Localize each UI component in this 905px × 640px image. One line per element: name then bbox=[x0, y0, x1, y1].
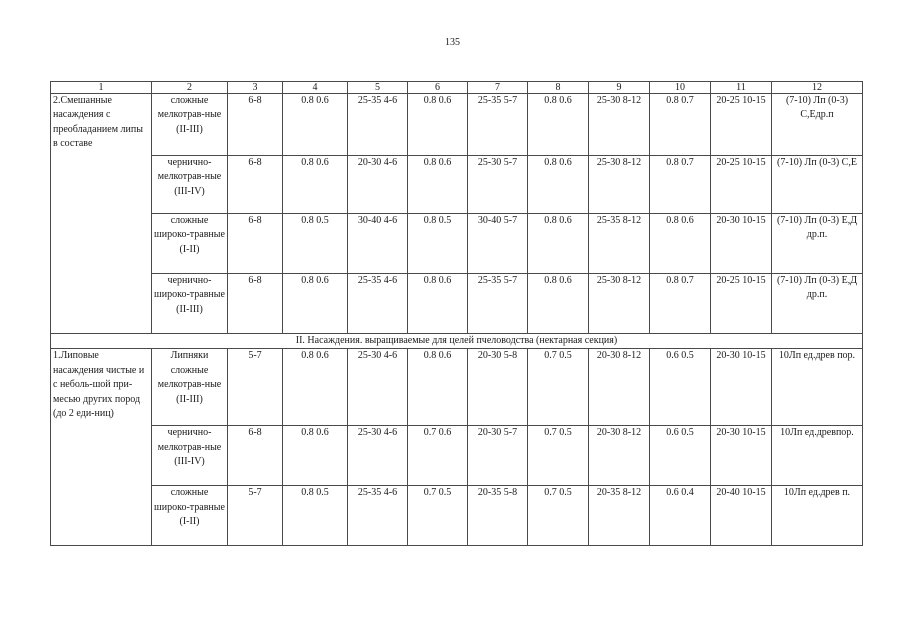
data-cell: 20-25 10-15 bbox=[711, 94, 772, 156]
data-cell: 0.8 0.6 bbox=[528, 94, 589, 156]
column-number: 2 bbox=[152, 82, 228, 94]
data-cell: 0.8 0.6 bbox=[283, 426, 348, 486]
table-row bbox=[51, 274, 863, 334]
data-cell: 0.8 0.6 bbox=[283, 274, 348, 334]
composition-cell: (7-10) Лп (0-3) С,Е bbox=[772, 156, 863, 214]
table-row bbox=[51, 349, 863, 426]
forestry-table bbox=[50, 81, 863, 546]
data-cell: 20-25 10-15 bbox=[711, 156, 772, 214]
table-row bbox=[51, 426, 863, 486]
column-number-row bbox=[51, 82, 863, 94]
data-cell: 0.8 0.6 bbox=[528, 274, 589, 334]
data-cell: 0.8 0.6 bbox=[528, 156, 589, 214]
data-cell: 0.8 0.6 bbox=[408, 94, 468, 156]
data-cell: 30-40 4-6 bbox=[348, 214, 408, 274]
table-row bbox=[51, 214, 863, 274]
data-cell: 0.7 0.6 bbox=[408, 426, 468, 486]
forest-type-cell: сложные широко-травные (I-II) bbox=[152, 486, 228, 546]
composition-cell: (7-10) Лп (0-3) Е,Д др.п. bbox=[772, 214, 863, 274]
column-number: 7 bbox=[468, 82, 528, 94]
data-cell: 20-30 10-15 bbox=[711, 214, 772, 274]
data-cell: 0.8 0.6 bbox=[408, 274, 468, 334]
data-cell: 0.6 0.5 bbox=[650, 349, 711, 426]
column-number: 4 bbox=[283, 82, 348, 94]
data-cell: 25-30 4-6 bbox=[348, 426, 408, 486]
data-cell: 0.8 0.6 bbox=[283, 349, 348, 426]
data-cell: 0.8 0.5 bbox=[283, 486, 348, 546]
data-cell: 0.8 0.6 bbox=[408, 156, 468, 214]
data-cell: 25-35 8-12 bbox=[589, 214, 650, 274]
data-cell: 0.8 0.6 bbox=[528, 214, 589, 274]
data-cell: 0.6 0.4 bbox=[650, 486, 711, 546]
section-row bbox=[51, 334, 863, 349]
data-cell: 25-35 4-6 bbox=[348, 274, 408, 334]
data-cell: 6-8 bbox=[228, 94, 283, 156]
data-cell: 25-30 5-7 bbox=[468, 156, 528, 214]
data-cell: 20-30 8-12 bbox=[589, 349, 650, 426]
data-cell: 20-40 10-15 bbox=[711, 486, 772, 546]
column-number: 12 bbox=[772, 82, 863, 94]
column-number: 5 bbox=[348, 82, 408, 94]
data-cell: 0.7 0.5 bbox=[408, 486, 468, 546]
table-row bbox=[51, 94, 863, 156]
forest-type-cell: Липняки сложные мелкотрав-ные (II-III) bbox=[152, 349, 228, 426]
column-number: 3 bbox=[228, 82, 283, 94]
composition-cell: 10Лп ед.древ п. bbox=[772, 486, 863, 546]
forest-type-cell: чернично-широко-травные (II-III) bbox=[152, 274, 228, 334]
data-cell: 25-30 4-6 bbox=[348, 349, 408, 426]
data-cell: 5-7 bbox=[228, 349, 283, 426]
data-cell: 0.8 0.7 bbox=[650, 94, 711, 156]
data-cell: 25-30 8-12 bbox=[589, 94, 650, 156]
data-cell: 6-8 bbox=[228, 274, 283, 334]
composition-cell: 10Лп ед.древ пор. bbox=[772, 349, 863, 426]
column-number: 8 bbox=[528, 82, 589, 94]
group-title: 2.Смешанные насаждения с преобладанием липы в составе bbox=[51, 94, 152, 334]
composition-cell: (7-10) Лп (0-3) Е,Д др.п. bbox=[772, 274, 863, 334]
data-cell: 20-35 5-8 bbox=[468, 486, 528, 546]
data-cell: 20-30 10-15 bbox=[711, 426, 772, 486]
data-cell: 25-35 5-7 bbox=[468, 94, 528, 156]
data-cell: 25-35 4-6 bbox=[348, 486, 408, 546]
table-row bbox=[51, 486, 863, 546]
data-cell: 20-35 8-12 bbox=[589, 486, 650, 546]
data-cell: 25-30 8-12 bbox=[589, 274, 650, 334]
forest-type-cell: сложные мелкотрав-ные (II-III) bbox=[152, 94, 228, 156]
page-number: 135 bbox=[445, 37, 460, 48]
data-cell: 20-30 10-15 bbox=[711, 349, 772, 426]
data-cell: 0.8 0.6 bbox=[283, 156, 348, 214]
column-number: 1 bbox=[51, 82, 152, 94]
data-cell: 20-25 10-15 bbox=[711, 274, 772, 334]
data-cell: 25-35 5-7 bbox=[468, 274, 528, 334]
forest-type-cell: чернично-мелкотрав-ные (III-IV) bbox=[152, 426, 228, 486]
data-cell: 0.8 0.7 bbox=[650, 156, 711, 214]
section-title: II. Насаждения. выращиваемые для целей пчеловодства (нектарная секция) bbox=[51, 334, 863, 349]
data-cell: 20-30 8-12 bbox=[589, 426, 650, 486]
data-cell: 6-8 bbox=[228, 214, 283, 274]
data-cell: 6-8 bbox=[228, 156, 283, 214]
forest-type-cell: сложные широко-травные (I-II) bbox=[152, 214, 228, 274]
column-number: 9 bbox=[589, 82, 650, 94]
data-cell: 0.7 0.5 bbox=[528, 426, 589, 486]
data-cell: 0.7 0.5 bbox=[528, 486, 589, 546]
data-cell: 0.8 0.6 bbox=[408, 349, 468, 426]
column-number: 11 bbox=[711, 82, 772, 94]
composition-cell: 10Лп ед.древпор. bbox=[772, 426, 863, 486]
data-cell: 0.8 0.6 bbox=[650, 214, 711, 274]
data-cell: 25-30 8-12 bbox=[589, 156, 650, 214]
data-cell: 0.7 0.5 bbox=[528, 349, 589, 426]
data-cell: 5-7 bbox=[228, 486, 283, 546]
data-cell: 6-8 bbox=[228, 426, 283, 486]
data-cell: 0.8 0.5 bbox=[283, 214, 348, 274]
composition-cell: (7-10) Лп (0-3) С,Едр.п bbox=[772, 94, 863, 156]
group-title: 1.Липовые насаждения чистые и с неболь-шой при-месью других пород (до 2 еди-ниц) bbox=[51, 349, 152, 546]
data-cell: 0.8 0.7 bbox=[650, 274, 711, 334]
data-cell: 20-30 5-8 bbox=[468, 349, 528, 426]
data-cell: 25-35 4-6 bbox=[348, 94, 408, 156]
data-cell: 0.8 0.6 bbox=[283, 94, 348, 156]
table-row bbox=[51, 156, 863, 214]
column-number: 10 bbox=[650, 82, 711, 94]
data-cell: 0.6 0.5 bbox=[650, 426, 711, 486]
data-cell: 20-30 5-7 bbox=[468, 426, 528, 486]
data-cell: 20-30 4-6 bbox=[348, 156, 408, 214]
forest-type-cell: чернично-мелкотрав-ные (III-IV) bbox=[152, 156, 228, 214]
column-number: 6 bbox=[408, 82, 468, 94]
data-cell: 0.8 0.5 bbox=[408, 214, 468, 274]
data-cell: 30-40 5-7 bbox=[468, 214, 528, 274]
